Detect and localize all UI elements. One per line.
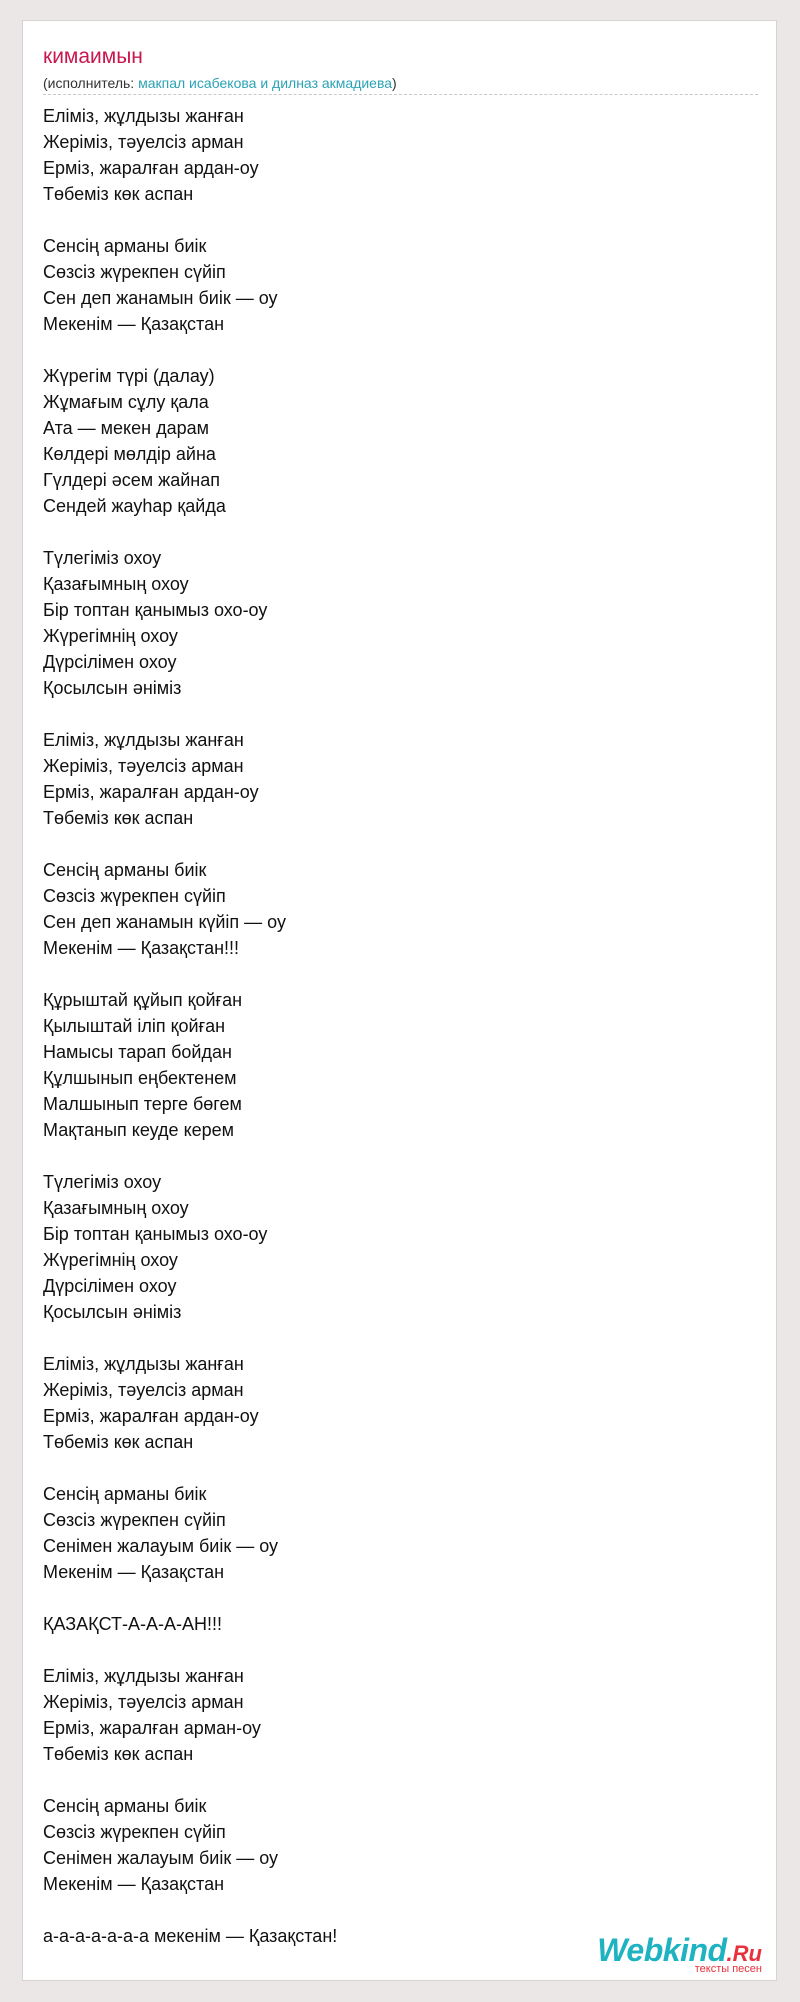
lyrics-line: Дүрсілімен охоу bbox=[43, 652, 177, 672]
artist-line bbox=[43, 74, 397, 92]
lyrics-line: Жеріміз, тәуелсіз арман bbox=[43, 1380, 244, 1400]
title-divider bbox=[43, 94, 758, 95]
lyrics-stanza bbox=[43, 1481, 337, 1585]
lyrics-line: Мекенім — Қазақстан bbox=[43, 1562, 225, 1582]
lyrics-stanza bbox=[43, 1793, 337, 1897]
lyrics-stanza bbox=[43, 857, 337, 961]
lyrics-line: Түлегіміз охоу bbox=[43, 1172, 162, 1192]
lyrics-line: Жүрегім түрі (далау) bbox=[43, 366, 215, 386]
lyrics-line: Мекенім — Қазақстан!!! bbox=[43, 938, 240, 958]
lyrics-stanza bbox=[43, 545, 337, 701]
lyrics-line: Төбеміз көк аспан bbox=[43, 1432, 194, 1452]
lyrics-line: Сенсің арманы биік bbox=[43, 860, 207, 880]
lyrics-stanza bbox=[43, 1169, 337, 1325]
lyrics-line: Сенімен жалауым биік — оу bbox=[43, 1536, 279, 1556]
lyrics-line: Қылыштай іліп қойған bbox=[43, 1016, 226, 1036]
lyrics-body bbox=[43, 103, 337, 1949]
lyrics-line: Төбеміз көк аспан bbox=[43, 184, 194, 204]
lyrics-line: ҚАЗАҚСТ-А-А-А-АН!!! bbox=[43, 1614, 223, 1634]
lyrics-stanza bbox=[43, 987, 337, 1143]
lyrics-line: Сөзсіз жүрекпен сүйіп bbox=[43, 1822, 226, 1842]
lyrics-line: Сенсің арманы биік bbox=[43, 236, 207, 256]
lyrics-stanza bbox=[43, 103, 337, 207]
lyrics-line: Бір топтан қанымыз охо-оу bbox=[43, 1224, 268, 1244]
lyrics-line: Сенсің арманы биік bbox=[43, 1796, 207, 1816]
lyrics-line: Сенсің арманы биік bbox=[43, 1484, 207, 1504]
artist-prefix: (исполнитель: bbox=[43, 75, 139, 91]
lyrics-stanza bbox=[43, 1611, 337, 1637]
lyrics-line: Төбеміз көк аспан bbox=[43, 1744, 194, 1764]
lyrics-line: Ерміз, жаралған арман-оу bbox=[43, 1718, 261, 1738]
lyrics-stanza bbox=[43, 233, 337, 337]
lyrics-line: Көлдері мөлдір айна bbox=[43, 444, 216, 464]
lyrics-line: Қосылсын әніміз bbox=[43, 678, 182, 698]
lyrics-line: Мекенім — Қазақстан bbox=[43, 314, 225, 334]
lyrics-line: Құрыштай құйып қойған bbox=[43, 990, 243, 1010]
site-logo[interactable] bbox=[597, 1932, 762, 1975]
lyrics-line: Сендей жауһар қайда bbox=[43, 496, 226, 516]
lyrics-line: Ерміз, жаралған ардан-оу bbox=[43, 1406, 259, 1426]
lyrics-line: Ерміз, жаралған ардан-оу bbox=[43, 782, 259, 802]
lyrics-line: Құлшынып еңбектенем bbox=[43, 1068, 237, 1088]
lyrics-line: Намысы тарап бойдан bbox=[43, 1042, 232, 1062]
lyrics-line: Жүрегімнің охоу bbox=[43, 626, 178, 646]
lyrics-stanza bbox=[43, 1351, 337, 1455]
lyrics-line: Бір топтан қанымыз охо-оу bbox=[43, 600, 268, 620]
lyrics-line: Еліміз, жұлдызы жанған bbox=[43, 1666, 244, 1686]
lyrics-card bbox=[22, 20, 777, 1981]
lyrics-line: Ерміз, жаралған ардан-оу bbox=[43, 158, 259, 178]
lyrics-line: Сенімен жалауым биік — оу bbox=[43, 1848, 279, 1868]
lyrics-line: Гүлдері әсем жайнап bbox=[43, 470, 220, 490]
lyrics-line: Еліміз, жұлдызы жанған bbox=[43, 106, 244, 126]
lyrics-line: Дүрсілімен охоу bbox=[43, 1276, 177, 1296]
lyrics-line: Сен деп жанамын күйіп — оу bbox=[43, 912, 286, 932]
logo-subtitle: тексты песен bbox=[694, 1963, 762, 1975]
lyrics-line: Еліміз, жұлдызы жанған bbox=[43, 1354, 244, 1374]
lyrics-line: Сөзсіз жүрекпен сүйіп bbox=[43, 886, 226, 906]
lyrics-line: Қазағымның охоу bbox=[43, 574, 189, 594]
lyrics-stanza bbox=[43, 363, 337, 519]
logo-tld: .Ru bbox=[726, 1941, 762, 1966]
lyrics-line: Қазағымның охоу bbox=[43, 1198, 189, 1218]
lyrics-line: Жеріміз, тәуелсіз арман bbox=[43, 132, 244, 152]
lyrics-line: Төбеміз көк аспан bbox=[43, 808, 194, 828]
lyrics-line: Ата — мекен дарам bbox=[43, 418, 209, 438]
lyrics-line: а-а-а-а-а-а-а мекенім — Қазақстан! bbox=[43, 1926, 338, 1946]
artist-link[interactable]: макпал исабекова и дилназ акмадиева bbox=[138, 75, 393, 91]
lyrics-stanza bbox=[43, 1663, 337, 1767]
lyrics-line: Сөзсіз жүрекпен сүйіп bbox=[43, 262, 226, 282]
lyrics-stanza bbox=[43, 727, 337, 831]
logo-wordmark: Webkind bbox=[597, 1932, 727, 1968]
lyrics-line: Жеріміз, тәуелсіз арман bbox=[43, 1692, 244, 1712]
song-title: кимаимын bbox=[43, 45, 143, 68]
lyrics-line: Сен деп жанамын биік — оу bbox=[43, 288, 278, 308]
lyrics-line: Қосылсын әніміз bbox=[43, 1302, 182, 1322]
lyrics-line: Жұмағым сұлу қала bbox=[43, 392, 209, 412]
lyrics-line: Малшынып терге бөгем bbox=[43, 1094, 242, 1114]
lyrics-line: Сөзсіз жүрекпен сүйіп bbox=[43, 1510, 226, 1530]
lyrics-line: Түлегіміз охоу bbox=[43, 548, 162, 568]
lyrics-line: Мақтанып кеуде керем bbox=[43, 1120, 235, 1140]
lyrics-line: Мекенім — Қазақстан bbox=[43, 1874, 225, 1894]
artist-suffix: ) bbox=[392, 75, 397, 91]
lyrics-line: Еліміз, жұлдызы жанған bbox=[43, 730, 244, 750]
lyrics-line: Жеріміз, тәуелсіз арман bbox=[43, 756, 244, 776]
lyrics-stanza bbox=[43, 1923, 337, 1949]
lyrics-line: Жүрегімнің охоу bbox=[43, 1250, 178, 1270]
